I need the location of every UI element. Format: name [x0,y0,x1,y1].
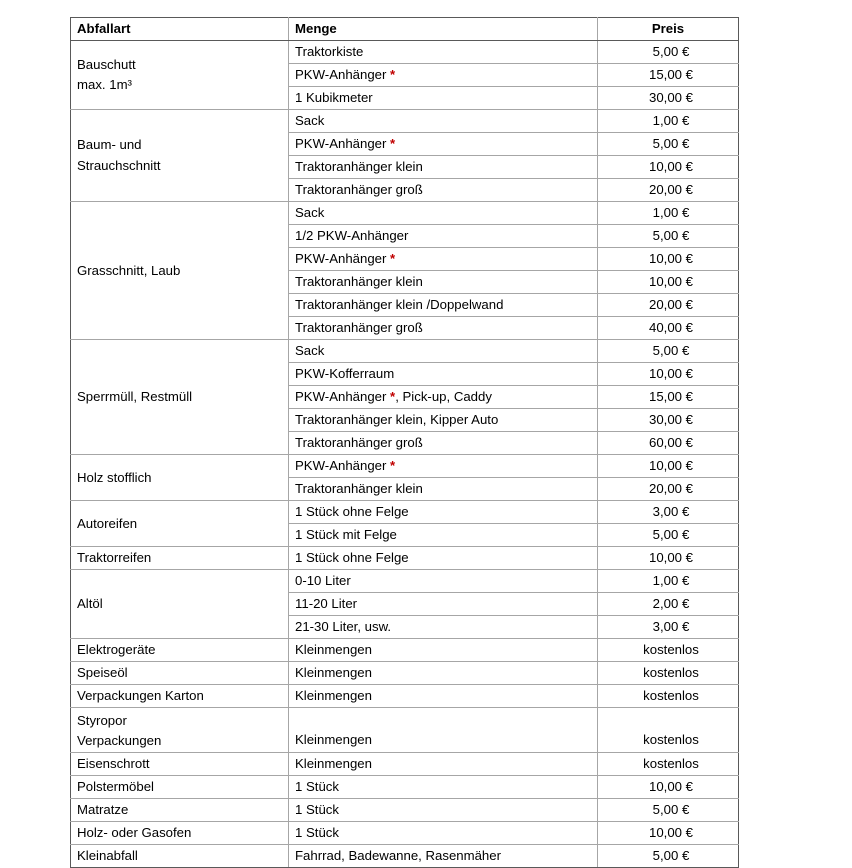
quantity-label: 11-20 Liter [295,596,358,612]
quantity-label: Sack [295,113,325,129]
quantity-cell [289,821,598,844]
table-row [71,41,739,64]
waste-type-line: Altöl [77,596,103,612]
table-row [71,455,739,478]
price-cell: 10,00 € [598,821,739,844]
quantity-cell [289,156,598,179]
quantity-cell [289,524,598,547]
price-cell: 15,00 € [598,386,739,409]
waste-type-cell [71,844,289,867]
price-cell: kostenlos [598,685,739,708]
waste-type-cell [71,547,289,570]
quantity-cell [289,570,598,593]
quantity-label: 1 Stück ohne Felge [295,550,409,566]
quantity-label: 1 Stück [295,802,339,818]
footnote-asterisk-icon: * [386,136,396,152]
waste-type-line: Elektrogeräte [77,642,156,658]
quantity-cell [289,547,598,570]
table-row [71,202,739,225]
quantity-cell [289,110,598,133]
table-row [71,844,739,867]
quantity-label: 1 Stück ohne Felge [295,504,409,520]
quantity-cell [289,179,598,202]
price-cell: kostenlos [598,752,739,775]
price-cell: 10,00 € [598,547,739,570]
quantity-cell [289,798,598,821]
waste-type-line: Sperrmüll, Restmüll [77,389,193,405]
waste-type-cell [71,110,289,202]
quantity-cell [289,202,598,225]
price-cell: 5,00 € [598,798,739,821]
quantity-label: Kleinmengen [295,642,372,658]
price-cell: 2,00 € [598,593,739,616]
waste-type-cell [71,570,289,639]
price-cell: kostenlos [598,662,739,685]
quantity-cell [289,708,598,753]
quantity-cell [289,478,598,501]
waste-type-line: Matratze [77,802,129,818]
quantity-cell [289,662,598,685]
quantity-cell [289,41,598,64]
table-row [71,547,739,570]
quantity-cell [289,225,598,248]
waste-type-cell [71,685,289,708]
quantity-label: Traktoranhänger groß [295,320,423,336]
table-row [71,708,739,753]
price-cell: 10,00 € [598,248,739,271]
waste-type-line: Polstermöbel [77,779,154,795]
quantity-label: Traktoranhänger klein /Doppelwand [295,297,504,313]
quantity-label: Sack [295,205,325,221]
price-cell: 5,00 € [598,41,739,64]
waste-type-cell [71,639,289,662]
quantity-cell [289,501,598,524]
quantity-cell [289,64,598,87]
waste-type-line: Holz- oder Gasofen [77,825,192,841]
quantity-label: 1 Stück [295,779,339,795]
quantity-label: Fahrrad, Badewanne, Rasenmäher [295,848,501,864]
quantity-label: PKW-Anhänger [295,389,387,405]
price-cell: 10,00 € [598,455,739,478]
waste-type-cell [71,798,289,821]
table-row [71,798,739,821]
quantity-cell [289,294,598,317]
quantity-cell [289,844,598,867]
table-row [71,110,739,133]
column-header-preis: Preis [598,18,739,41]
quantity-label: PKW-Anhänger [295,67,387,83]
footnote-asterisk-icon: * [386,251,396,267]
quantity-label: 0-10 Liter [295,573,351,589]
price-cell: 10,00 € [598,271,739,294]
waste-type-cell [71,41,289,110]
quantity-label: PKW-Anhänger [295,136,387,152]
price-cell: 3,00 € [598,616,739,639]
waste-type-cell [71,202,289,340]
table-header-row [71,18,739,41]
waste-type-line: Eisenschrott [77,756,150,772]
waste-type-line: Speiseöl [77,665,128,681]
table-row [71,639,739,662]
price-cell: 40,00 € [598,317,739,340]
waste-type-cell [71,455,289,501]
quantity-label: Kleinmengen [295,688,372,704]
price-cell: kostenlos [598,639,739,662]
quantity-label: 1/2 PKW-Anhänger [295,228,409,244]
waste-type-line: Traktorreifen [77,550,152,566]
quantity-cell [289,317,598,340]
price-cell: 1,00 € [598,110,739,133]
waste-type-line: Bauschutt [77,56,136,72]
price-cell: 60,00 € [598,432,739,455]
quantity-label: 1 Stück [295,825,339,841]
waste-type-cell [71,662,289,685]
column-header-abfallart: Abfallart [71,18,289,41]
quantity-label: PKW-Anhänger [295,458,387,474]
quantity-label: PKW-Anhänger [295,251,387,267]
price-cell: 5,00 € [598,524,739,547]
quantity-cell [289,455,598,478]
column-header-menge: Menge [289,18,598,41]
footnote-asterisk-icon: * [386,67,396,83]
quantity-cell [289,432,598,455]
price-cell: 30,00 € [598,87,739,110]
price-cell: 20,00 € [598,478,739,501]
table-row [71,775,739,798]
quantity-cell [289,775,598,798]
quantity-suffix: , Pick-up, Caddy [395,389,492,405]
quantity-label: Traktoranhänger groß [295,182,423,198]
price-cell: 10,00 € [598,156,739,179]
waste-type-cell [71,821,289,844]
price-cell: 30,00 € [598,409,739,432]
quantity-label: Traktoranhänger groß [295,435,423,451]
quantity-cell [289,386,598,409]
waste-type-line: Grasschnitt, Laub [77,262,181,278]
quantity-cell [289,593,598,616]
waste-type-line: Verpackungen [77,733,162,749]
waste-type-line: Styropor [77,713,127,728]
quantity-label: Traktoranhänger klein [295,274,423,290]
quantity-label: Kleinmengen [295,732,372,748]
footnote-asterisk-icon: * [386,458,396,474]
price-cell: 5,00 € [598,844,739,867]
quantity-cell [289,133,598,156]
table-row [71,501,739,524]
price-cell: 5,00 € [598,225,739,248]
table-row [71,752,739,775]
quantity-cell [289,363,598,386]
price-cell: 20,00 € [598,294,739,317]
table-row [71,821,739,844]
waste-type-cell [71,752,289,775]
waste-type-line: Autoreifen [77,515,138,531]
waste-type-cell [71,340,289,455]
quantity-label: Traktoranhänger klein, Kipper Auto [295,412,499,428]
waste-type-cell [71,708,289,753]
waste-type-line: Holz stofflich [77,469,152,485]
price-cell: 15,00 € [598,64,739,87]
waste-type-line: Kleinabfall [77,848,138,864]
price-cell: 10,00 € [598,363,739,386]
quantity-cell [289,87,598,110]
quantity-cell [289,271,598,294]
table-row [71,340,739,363]
quantity-label: PKW-Kofferraum [295,366,395,382]
quantity-cell [289,639,598,662]
waste-type-cell [71,501,289,547]
quantity-label: Kleinmengen [295,665,372,681]
table-body [71,41,739,868]
footnote-asterisk-icon: * [386,389,396,405]
table-row [71,662,739,685]
waste-type-line: Verpackungen Karton [77,688,204,704]
waste-type-line: Strauchschnitt [77,157,161,173]
quantity-cell [289,752,598,775]
price-cell: 1,00 € [598,570,739,593]
quantity-label: Traktoranhänger klein [295,481,423,497]
price-cell: 10,00 € [598,775,739,798]
quantity-label: 21-30 Liter, usw. [295,619,392,635]
price-cell: 20,00 € [598,179,739,202]
quantity-cell [289,248,598,271]
waste-type-line: max. 1m³ [77,77,132,92]
price-cell: 5,00 € [598,133,739,156]
price-cell: 5,00 € [598,340,739,363]
quantity-label: Kleinmengen [295,756,372,772]
quantity-label: 1 Kubikmeter [295,90,373,106]
price-cell: kostenlos [598,708,739,753]
quantity-cell [289,340,598,363]
quantity-cell [289,616,598,639]
quantity-label: 1 Stück mit Felge [295,527,397,543]
table-row [71,685,739,708]
quantity-label: Traktoranhänger klein [295,159,423,175]
table-row [71,570,739,593]
quantity-label: Traktorkiste [295,44,364,60]
waste-type-line: Baum- und [77,137,142,153]
waste-type-cell [71,775,289,798]
waste-price-table [70,17,739,868]
price-cell: 3,00 € [598,501,739,524]
quantity-label: Sack [295,343,325,359]
price-cell: 1,00 € [598,202,739,225]
price-table-container [70,17,738,868]
quantity-cell [289,409,598,432]
table-header [71,18,739,41]
quantity-cell [289,685,598,708]
